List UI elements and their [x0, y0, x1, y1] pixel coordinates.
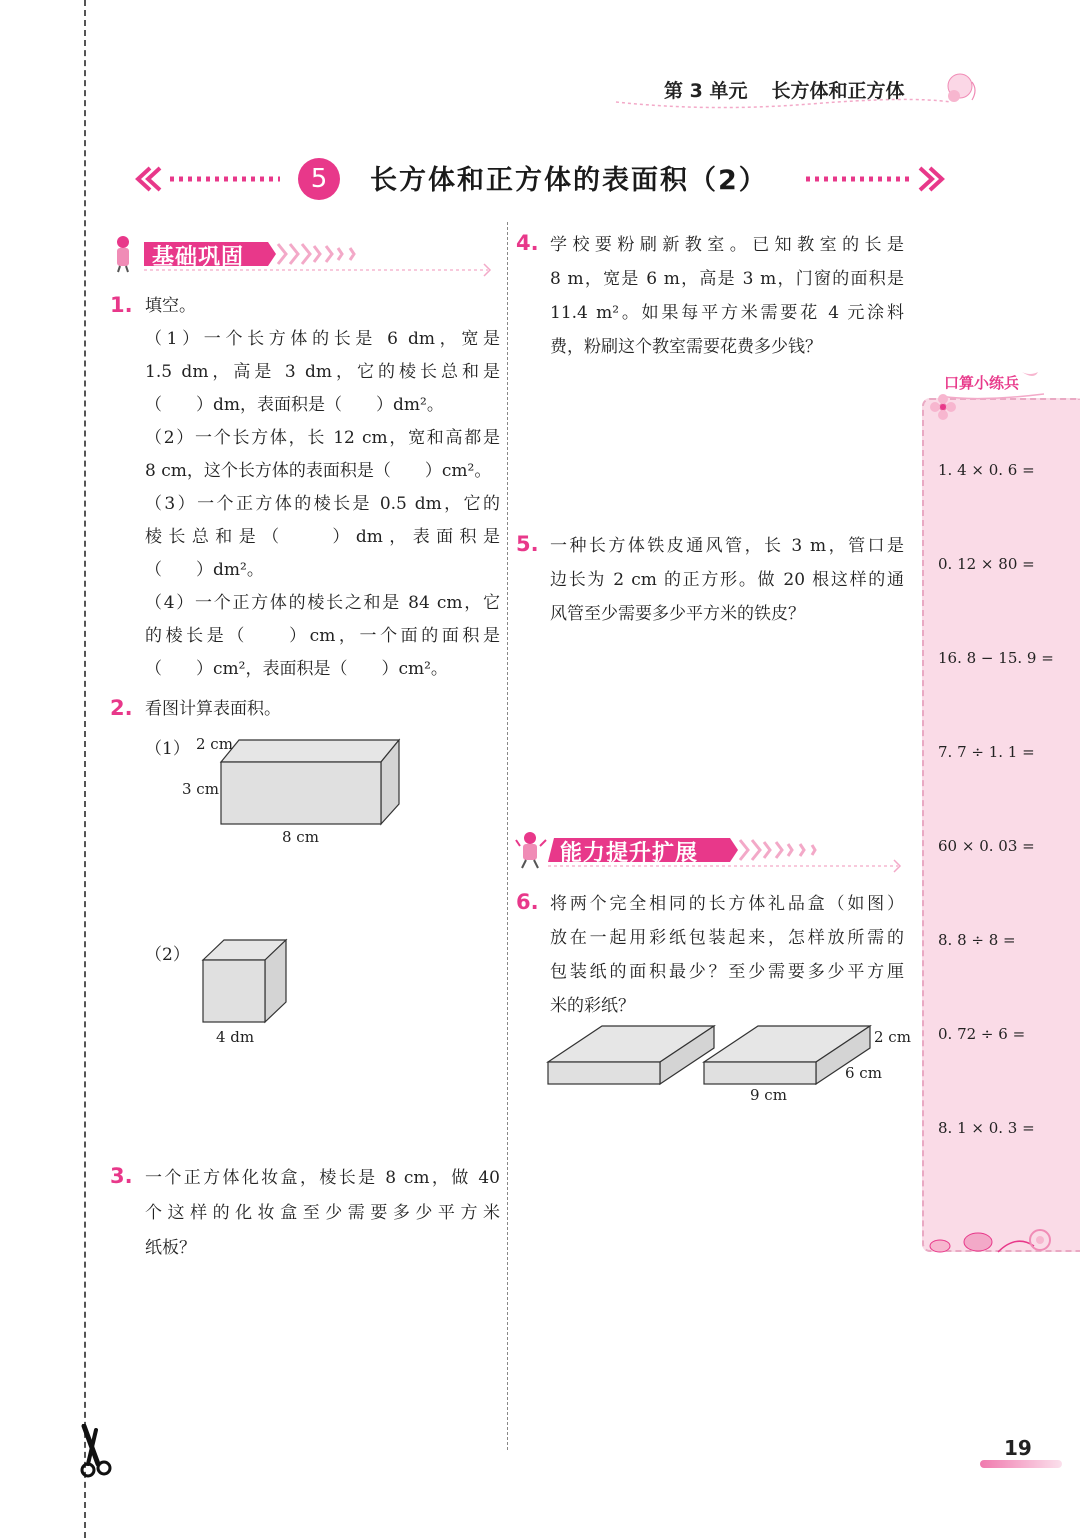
- question-4: [550, 228, 904, 364]
- question-2-number: 2.: [110, 696, 133, 720]
- section-advanced-label: 能力提升扩展: [560, 841, 699, 866]
- section-basic-banner: [110, 232, 500, 278]
- question-1-title: 填空。: [145, 296, 196, 316]
- figure-1-length-label: 8 cm: [282, 828, 319, 846]
- mental-math-item: 60 × 0. 03 =: [938, 837, 1035, 855]
- question-3-line: 纸板？: [145, 1238, 196, 1258]
- question-5-number: 5.: [516, 532, 539, 556]
- question-6: [550, 887, 904, 1023]
- figure-1-label: （1）: [145, 739, 190, 759]
- mental-math-item: 7. 7 ÷ 1. 1 =: [938, 743, 1035, 761]
- question-4-line: 学校要粉刷新教室。已知教室的长是: [550, 235, 904, 255]
- scissors-icon: [74, 1424, 120, 1480]
- question-2-title: 看图计算表面积。: [145, 699, 281, 719]
- gift-box-height-label: 2 cm: [874, 1028, 911, 1046]
- mental-math-title: 口算小练兵: [944, 374, 1020, 392]
- page-number: 19: [1004, 1436, 1032, 1460]
- gift-box-length-label: 9 cm: [750, 1086, 787, 1104]
- gift-boxes-figure: [546, 1024, 872, 1088]
- unit-title: 长方体和正方体: [771, 80, 905, 102]
- panel-bottom-decoration: [928, 1222, 1058, 1266]
- figure-2-label: （2）: [145, 945, 190, 965]
- mental-math-item: 8. 1 × 0. 3 =: [938, 1119, 1035, 1137]
- column-divider: [507, 222, 508, 1450]
- gift-box-width-label: 6 cm: [845, 1064, 882, 1082]
- question-6-number: 6.: [516, 890, 539, 914]
- cube-figure-2: [198, 936, 294, 1026]
- q1-part2-line: 8 cm，这个长方体的表面积是（ ）cm²。: [145, 461, 492, 481]
- question-5: [550, 529, 904, 631]
- q1-part4-line: （ ）cm²，表面积是（ ）cm²。: [145, 659, 448, 679]
- page-number-bar: [980, 1460, 1062, 1468]
- q1-part3-line: 棱长总和是（ ）dm，表面积是: [145, 527, 500, 547]
- question-4-line: 费，粉刷这个教室需要花费多少钱？: [550, 337, 822, 357]
- unit-label: 第 3 单元: [664, 80, 748, 102]
- q1-part1-line: （1）一个长方体的长是 6 dm，宽是: [145, 329, 500, 349]
- question-5-line: 边长为 2 cm 的正方形。做 20 根这样的通: [550, 570, 904, 590]
- question-3-line: 个这样的化妆盒至少需要多少平方米: [145, 1203, 500, 1223]
- lesson-number-badge: 5: [298, 158, 340, 200]
- q1-part4-line: 的棱长是（ ）cm，一个面的面积是: [145, 626, 500, 646]
- cut-line: [84, 0, 86, 1538]
- flower-icon: [926, 392, 960, 422]
- question-5-line: 风管至少需要多少平方米的铁皮？: [550, 604, 805, 624]
- question-3: [145, 1161, 500, 1266]
- section-basic-label: 基础巩固: [152, 245, 245, 270]
- lesson-title: 长方体和正方体的表面积（2）: [370, 165, 768, 196]
- figure-1-width-label: 2 cm: [196, 735, 233, 753]
- question-6-line: 将两个完全相同的长方体礼品盒（如图）: [550, 894, 904, 914]
- q1-part3-line: （ ）dm²。: [145, 560, 264, 580]
- question-4-number: 4.: [516, 231, 539, 255]
- question-6-line: 米的彩纸？: [550, 996, 635, 1016]
- question-6-line: 包装纸的面积最少？至少需要多少平方厘: [550, 962, 904, 982]
- question-4-line: 11.4 m²。如果每平方米需要花 4 元涂料: [550, 303, 904, 323]
- question-3-line: 一个正方体化妆盒，棱长是 8 cm，做 40: [145, 1168, 500, 1188]
- mental-math-item: 16. 8 − 15. 9 =: [938, 649, 1054, 667]
- figure-1-height-label: 3 cm: [182, 780, 219, 798]
- mental-math-item: 0. 12 × 80 =: [938, 555, 1035, 573]
- mental-math-item: 0. 72 ÷ 6 =: [938, 1025, 1026, 1043]
- cuboid-figure-1: [215, 736, 405, 828]
- section-advanced-banner: [514, 828, 906, 874]
- mental-math-item: 8. 8 ÷ 8 =: [938, 931, 1016, 949]
- figure-2-edge-label: 4 dm: [216, 1028, 255, 1046]
- q1-part1-line: 1.5 dm，高是 3 dm，它的棱长总和是: [145, 362, 500, 382]
- q1-part2-line: （2）一个长方体，长 12 cm，宽和高都是: [145, 428, 500, 448]
- q1-part1-line: （ ）dm，表面积是（ ）dm²。: [145, 395, 444, 415]
- q1-part4-line: （4）一个正方体的棱长之和是 84 cm，它: [145, 593, 500, 613]
- question-1-number: 1.: [110, 293, 133, 317]
- question-4-line: 8 m，宽是 6 m，高是 3 m，门窗的面积是: [550, 269, 904, 289]
- question-3-number: 3.: [110, 1164, 133, 1188]
- question-6-line: 放在一起用彩纸包装起来，怎样放所需的: [550, 928, 904, 948]
- question-1: [145, 290, 500, 686]
- q1-part3-line: （3）一个正方体的棱长是 0.5 dm，它的: [145, 494, 500, 514]
- lesson-title-bar: [130, 152, 950, 208]
- unit-header: [610, 72, 990, 116]
- mental-math-item: 1. 4 × 0. 6 =: [938, 461, 1035, 479]
- question-5-line: 一种长方体铁皮通风管，长 3 m，管口是: [550, 536, 904, 556]
